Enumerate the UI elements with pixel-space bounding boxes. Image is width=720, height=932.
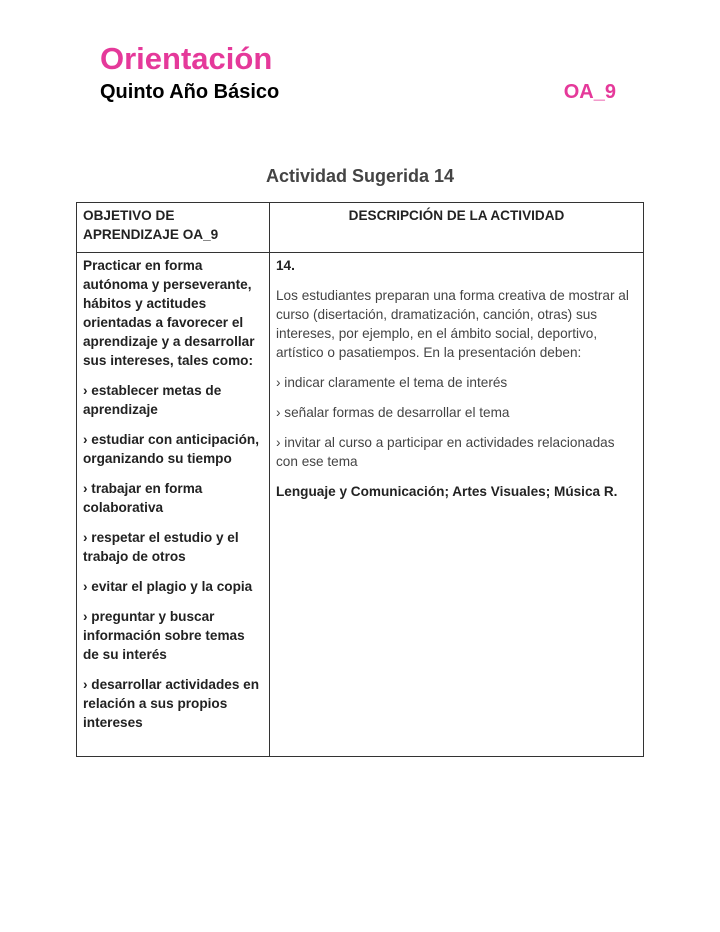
objective-item: › desarrollar actividades en relación a sus propios intereses — [83, 677, 260, 730]
description-intro: Los estudiantes preparan una forma creativa de mostrar al curso (disertación, dramatización, canción, otras) sus intereses, por ejemplo, en el ámbito social, deportivo, artístico o pasatiempos. En la presentación deben: — [276, 288, 629, 360]
objective-item: › evitar el plagio y la copia — [83, 579, 253, 594]
table-header-row — [77, 203, 644, 253]
oa-code: OA_9 — [563, 81, 616, 103]
description-item: › invitar al curso a participar en actividades relacionadas con ese tema — [276, 435, 615, 469]
objective-item: › trabajar en forma colaborativa — [83, 481, 203, 515]
description-cell — [270, 253, 644, 757]
objective-item: › estudiar con anticipación, organizando su tiempo — [83, 432, 259, 466]
grade-title: Quinto Año Básico — [100, 81, 280, 103]
subject-title: Orientación — [100, 41, 273, 76]
activity-table — [76, 202, 644, 757]
objective-item: › establecer metas de aprendizaje — [83, 383, 222, 417]
related-subjects: Lenguaje y Comunicación; Artes Visuales; Música R. — [276, 484, 618, 499]
objective-cell — [77, 253, 270, 757]
table-row — [77, 253, 644, 757]
objective-intro: Practicar en forma autónoma y perseverante, hábitos y actitudes orientadas a favorecer el aprendizaje y a desarrollar sus intereses, tales como: — [83, 258, 255, 368]
objective-item: › preguntar y buscar información sobre temas de su interés — [83, 609, 245, 662]
activity-number: 14. — [276, 258, 295, 273]
objective-column-header: OBJETIVO DE APRENDIZAJE OA_9 — [77, 203, 270, 253]
description-item: › señalar formas de desarrollar el tema — [276, 405, 510, 420]
objective-item: › respetar el estudio y el trabajo de otros — [83, 530, 239, 564]
activity-title: Actividad Sugerida 14 — [265, 166, 455, 186]
description-item: › indicar claramente el tema de interés — [276, 375, 508, 390]
description-column-header: DESCRIPCIÓN DE LA ACTIVIDAD — [270, 203, 644, 253]
